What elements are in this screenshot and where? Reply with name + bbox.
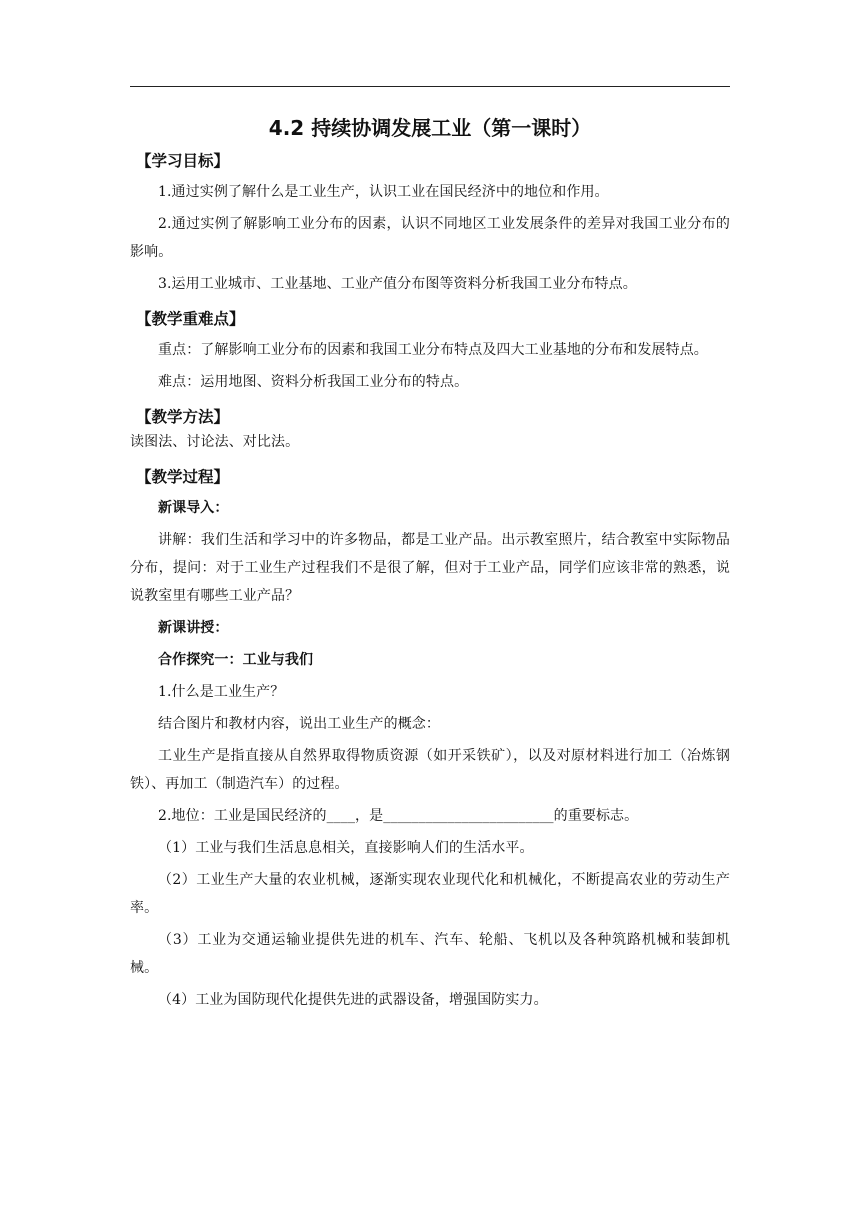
focus-text: 重点：了解影响工业分布的因素和我国工业分布特点及四大工业基地的分布和发展特点。 bbox=[158, 342, 708, 358]
point-3: （3）工业为交通运输业提供先进的机车、汽车、轮船、飞机以及各种筑路机械和装卸机械。 bbox=[130, 932, 730, 976]
objective-item-2: 2.通过实例了解影响工业分布的因素，认识不同地区工业发展条件的差异对我国工业分布的影响。 bbox=[130, 216, 730, 260]
objective-item-3: 3.运用工业城市、工业基地、工业产值分布图等资料分析我国工业分布特点。 bbox=[158, 276, 637, 292]
keypoints-heading: 【教学重难点】 bbox=[136, 309, 245, 328]
document-title: 4.2 持续协调发展工业（第一课时） bbox=[268, 116, 592, 140]
point-1: （1）工业与我们生活息息相关，直接影响人们的生活水平。 bbox=[158, 840, 534, 856]
question-2: 2.地位：工业是国民经济的____，是________________________的重要标志。 bbox=[158, 808, 639, 824]
methods-heading: 【教学方法】 bbox=[136, 407, 230, 426]
document-body bbox=[130, 112, 730, 1018]
intro-label: 新课导入： bbox=[158, 500, 229, 516]
point-2: （2）工业生产大量的农业机械，逐渐实现农业现代化和机械化，不断提高农业的劳动生产率。 bbox=[130, 872, 730, 916]
objective-item-1: 1.通过实例了解什么是工业生产，认识工业在国民经济中的地位和作用。 bbox=[158, 184, 609, 200]
point-4: （4）工业为国防现代化提供先进的武器设备，增强国防实力。 bbox=[158, 992, 548, 1008]
lecture-label: 新课讲授： bbox=[158, 620, 229, 636]
difficulty-text: 难点：运用地图、资料分析我国工业分布的特点。 bbox=[158, 374, 469, 390]
question-1-answer: 工业生产是指直接从自然界取得物质资源（如开采铁矿），以及对原材料进行加工（冶炼钢铁）、再加工（制造汽车）的过程。 bbox=[130, 748, 730, 792]
objectives-heading: 【学习目标】 bbox=[136, 151, 230, 170]
header-rule bbox=[130, 86, 730, 87]
process-heading: 【教学过程】 bbox=[136, 467, 230, 486]
methods-text: 读图法、讨论法、对比法。 bbox=[130, 434, 300, 450]
question-1: 1.什么是工业生产？ bbox=[158, 684, 285, 700]
question-1-prompt: 结合图片和教材内容，说出工业生产的概念： bbox=[158, 716, 440, 732]
explore-label: 合作探究一：工业与我们 bbox=[158, 652, 314, 668]
intro-text: 讲解：我们生活和学习中的许多物品，都是工业产品。出示教室照片，结合教室中实际物品分布，提问：对于工业生产过程我们不是很了解，但对于工业产品，同学们应该非常的熟悉，说说教室里有哪些工业产品？ bbox=[130, 532, 730, 604]
